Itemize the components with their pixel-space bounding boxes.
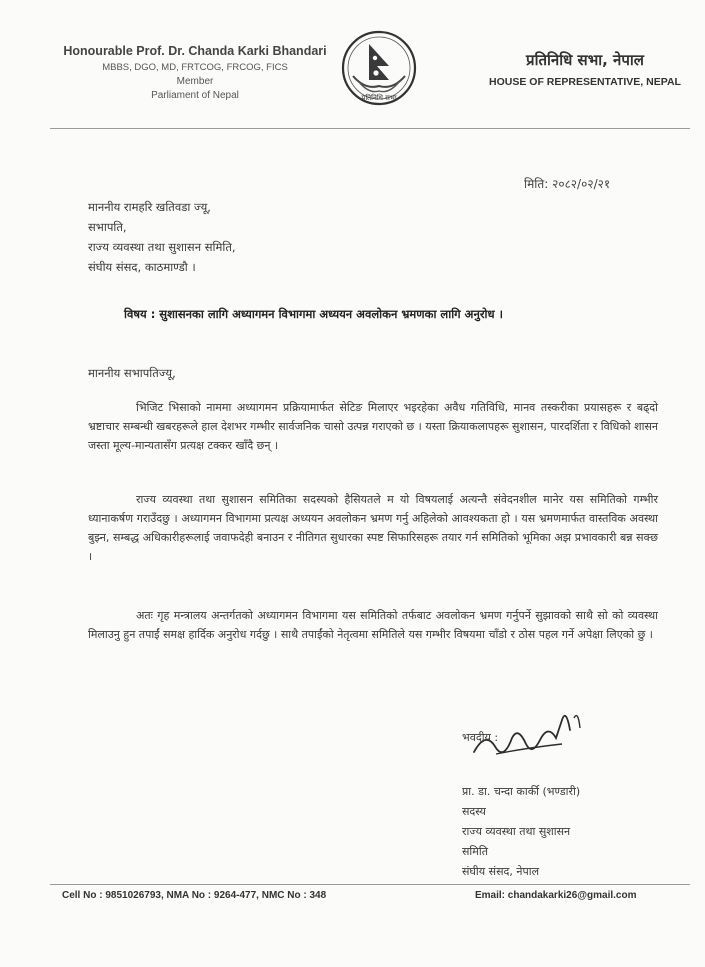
member-role: Member — [176, 76, 214, 87]
closing-text: भवदीय : — [462, 731, 499, 744]
letterhead-left — [50, 44, 340, 101]
member-name: Honourable Prof. Dr. Chanda Karki Bhandari — [63, 44, 327, 58]
house-name-np: प्रतिनिधि सभा, नेपाल — [526, 51, 644, 69]
letter-subject: विषय : सुशासनका लागि अध्यागमन विभागमा अध्ययन अवलोकन भ्रमणका लागि अनुरोध । — [124, 307, 503, 321]
footer-email: Email: chandakarki26@gmail.com — [475, 890, 637, 901]
recipient-line: संघीय संसद, काठमाण्डौ । — [88, 260, 196, 274]
signatory-committee: समिति — [462, 845, 488, 858]
emblem-caption: प्रतिनिधि सभा — [361, 94, 397, 102]
member-body: Parliament of Nepal — [151, 90, 239, 101]
member-qualifications: MBBS, DGO, MD, FRTCOG, FRCOG, FICS — [102, 62, 288, 73]
house-name-en: HOUSE OF REPRESENTATIVE, NEPAL — [489, 76, 681, 88]
letterhead-right — [480, 50, 690, 88]
signatory-committee: राज्य व्यवस्था तथा सुशासन — [462, 825, 571, 838]
header-divider — [50, 128, 690, 129]
body-paragraph: भिजिट भिसाको नाममा अध्यागमन प्रक्रियामार्फत सेटिङ मिलाएर भइरहेका अवैध गतिविधि, मानव तस्करीका प्रयासहरू र बढ्दो भ्रष्टाचार सम्बन्धी खबरहरूले हाल देशभर गम्भीर सार्वजनिक चासो उत्पन्न गराएको छ । यस्ता क्रियाकलापहरू सुशासन, पारदर्शिता र विधिको शासन जस्ता मूल्य-मान्यतासँग प्रत्यक्ष टक्कर खाँदै छन् । — [88, 401, 658, 452]
signatory-parliament: संघीय संसद, नेपाल — [462, 865, 540, 878]
body-paragraph: अतः गृह मन्त्रालय अन्तर्गतको अध्यागमन विभागमा यस समितिको तर्फबाट अवलोकन भ्रमण गर्नुपर्ने सुझावको साथै सो को व्यवस्था मिलाउनु हुन तपाईं समक्ष हार्दिक अनुरोध गर्दछु । साथै तपाईंको नेतृत्वमा समितिले यस गम्भीर विषयमा चाँडो र ठोस पहल गर्ने अपेक्षा लिएको छु । — [88, 609, 658, 641]
recipient-line: सभापति, — [88, 220, 127, 234]
recipient-line: माननीय रामहरि खतिवडा ज्यू, — [88, 200, 211, 214]
signature-block — [462, 728, 580, 882]
salutation: माननीय सभापतिज्यू, — [88, 366, 176, 380]
nepal-emblem-icon — [339, 28, 419, 118]
letter-date: मिति: २०८२/०२/२१ — [524, 177, 611, 191]
footer-divider — [50, 884, 690, 885]
recipient-address — [88, 197, 236, 277]
footer-contact: Cell No : 9851026793, NMA No : 9264-477, NMC No : 348 — [62, 890, 327, 901]
signatory-title: सदस्य — [462, 805, 486, 818]
recipient-line: राज्य व्यवस्था तथा सुशासन समिति, — [88, 240, 236, 254]
signatory-name: प्रा. डा. चन्दा कार्की (भण्डारी) — [462, 785, 581, 798]
body-paragraph: राज्य व्यवस्था तथा सुशासन समितिका सदस्यको हैसियतले म यो विषयलाई अत्यन्तै संवेदनशील मानेर यस समितिको गम्भीर ध्यानाकर्षण गराउँदछु । अध्यागमन विभागमा प्रत्यक्ष अध्ययन अवलोकन भ्रमण गर्नु अहिलेको आवश्यकता हो । यस भ्रमणमार्फत वास्तविक अवस्था बुझ्न, सम्बद्ध अधिकारीहरूलाई जवाफदेही बनाउन र नीतिगत सुधारका स्पष्ट सिफारिसहरू तयार गर्न समितिको भूमिका अझ प्रभावकारी बन्न सक्छ । — [88, 493, 658, 563]
letter-footer — [50, 890, 690, 906]
